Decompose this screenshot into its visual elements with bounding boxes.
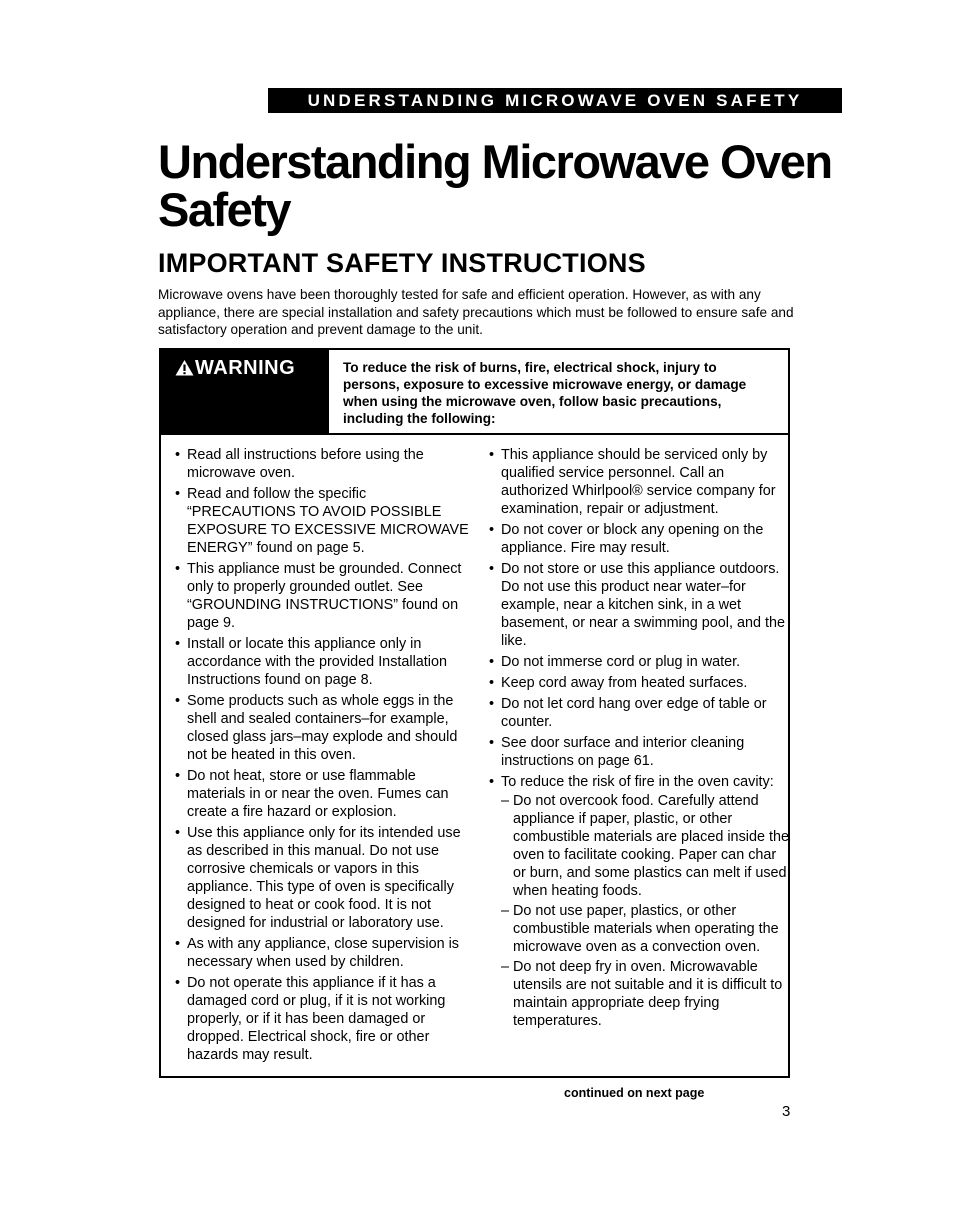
warning-header — [161, 350, 329, 435]
list-item: • Install or locate this appliance only in accordance with the provided Installation Instructions found on page 8. — [174, 635, 470, 689]
fire-risk-text: To reduce the risk of fire in the oven cavity: — [501, 774, 774, 790]
list-item: • Read all instructions before using the microwave oven. — [174, 446, 470, 482]
sub-list-item: – Do not use paper, plastics, or other combustible materials when operating the microwave oven as a convection oven. — [501, 902, 791, 956]
warning-divider — [161, 433, 788, 435]
list-item: • Do not heat, store or use flammable materials in or near the oven. Fumes can create a fire hazard or explosion. — [174, 767, 470, 821]
warning-text: To reduce the risk of burns, fire, electrical shock, injury to persons, exposure to excessive microwave energy, or damage when using the microwave oven, follow basic precautions, including the following: — [343, 360, 747, 426]
section-banner: UNDERSTANDING MICROWAVE OVEN SAFETY — [268, 88, 842, 113]
list-item: • This appliance must be grounded. Connect only to properly grounded outlet. See “GROUNDING INSTRUCTIONS” found on page 9. — [174, 560, 470, 632]
list-item: • Do not store or use this appliance outdoors. Do not use this product near water–for example, near a kitchen sink, in a wet basement, or near a swimming pool, and the like. — [488, 560, 791, 650]
left-instructions-list — [174, 446, 470, 1067]
list-item: • Use this appliance only for its intended use as described in this manual. Do not use corrosive chemicals or vapors in this appliance. This type of oven is specifically designed to heat or cook food. It is not designed for industrial or laboratory use. — [174, 824, 470, 932]
list-item: • This appliance should be serviced only by qualified service personnel. Call an authorized Whirlpool® service company for examination, repair or adjustment. — [488, 446, 791, 518]
warning-label-text: WARNING — [195, 357, 296, 379]
right-instructions-list — [488, 446, 791, 1033]
page-number: 3 — [782, 1103, 791, 1120]
warning-box — [159, 348, 790, 1078]
list-item: • As with any appliance, close supervision is necessary when used by children. — [174, 935, 470, 971]
section-subtitle: IMPORTANT SAFETY INSTRUCTIONS — [158, 248, 646, 278]
list-item: • Keep cord away from heated surfaces. — [488, 674, 791, 692]
warning-triangle-icon — [175, 359, 194, 376]
list-item: • Read and follow the specific “PRECAUTIONS TO AVOID POSSIBLE EXPOSURE TO EXCESSIVE MICROWAVE ENERGY” found on page 5. — [174, 485, 470, 557]
list-item: • See door surface and interior cleaning instructions on page 61. — [488, 734, 791, 770]
list-item: • Do not let cord hang over edge of table or counter. — [488, 695, 791, 731]
fire-risk-sublist — [501, 792, 791, 1030]
fire-risk-item — [488, 773, 791, 1030]
warning-label — [175, 357, 295, 380]
sub-list-item: – Do not deep fry in oven. Microwavable utensils are not suitable and it is difficult to maintain appropriate deep frying temperatures. — [501, 958, 791, 1030]
sub-list-item: – Do not overcook food. Carefully attend appliance if paper, plastic, or other combustible materials are placed inside the oven to facilitate cooking. Paper can char or burn, and some plastics can melt if used when heating foods. — [501, 792, 791, 900]
list-item: • Do not cover or block any opening on the appliance. Fire may result. — [488, 521, 791, 557]
intro-paragraph: Microwave ovens have been thoroughly tested for safe and efficient operation. However, as with any appliance, there are special installation and safety precautions which must be followed to ensure safe and satisfactory operation and prevent damage to the unit. — [158, 287, 794, 337]
continued-note: continued on next page — [564, 1086, 705, 1100]
page-title: Understanding Microwave Oven Safety — [158, 135, 832, 236]
list-item: • Do not operate this appliance if it has a damaged cord or plug, if it is not working properly, or if it has been damaged or dropped. Electrical shock, fire or other hazards may result. — [174, 974, 470, 1064]
list-item: • Some products such as whole eggs in the shell and sealed containers–for example, closed glass jars–may explode and should not be heated in this oven. — [174, 692, 470, 764]
list-item: • Do not immerse cord or plug in water. — [488, 653, 791, 671]
